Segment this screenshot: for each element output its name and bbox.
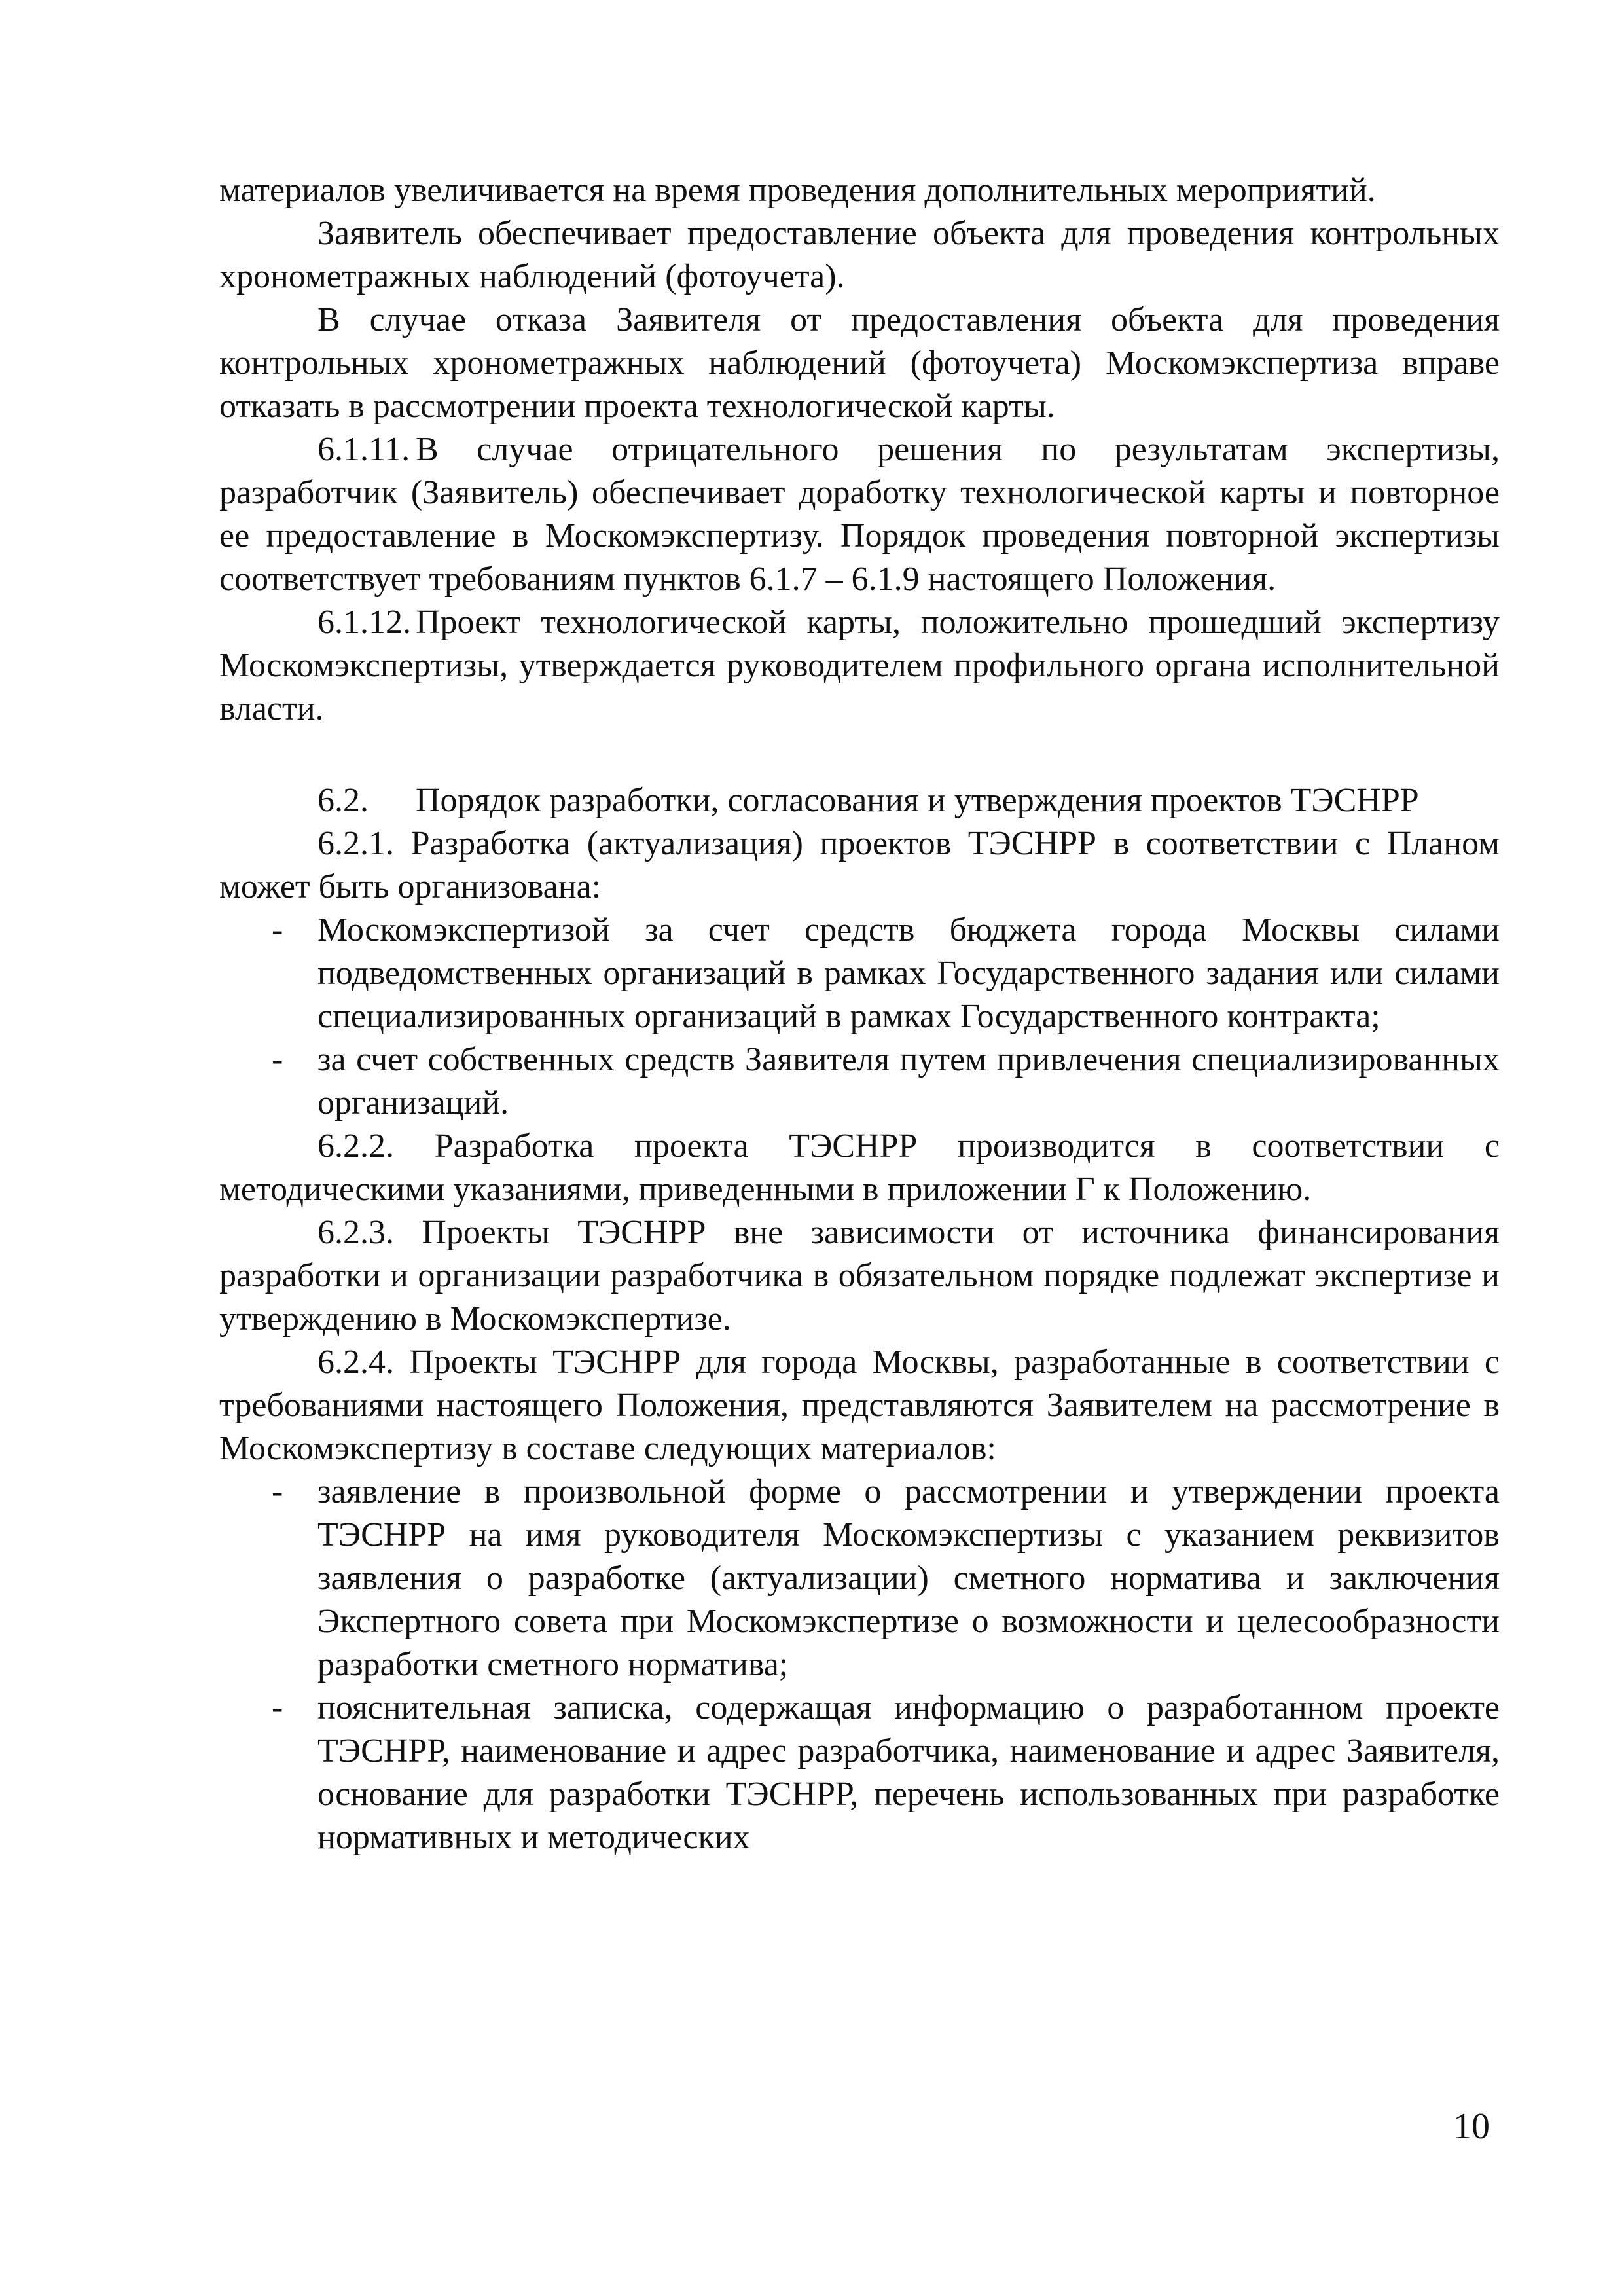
section-number: 6.2. — [317, 782, 369, 819]
dash-bullet: - — [272, 1689, 283, 1726]
clause-6-2-1: 6.2.1. Разработка (актуализация) проектов ТЭСНРР в соответствии с Планом может быть организована: — [219, 825, 1500, 905]
document-body — [219, 169, 1500, 1859]
paragraph-continuation: материалов увеличивается на время проведения дополнительных мероприятий. — [219, 172, 1376, 209]
list-item — [219, 1686, 1500, 1859]
list-item-text: пояснительная записка, содержащая информацию о разработанном проекте ТЭСНРР, наименование и адрес разработчика, наименование и адрес Заявителя, основание для разработки ТЭСНРР, перечень использованных при разработке нормативных и методических — [317, 1689, 1500, 1856]
dash-bullet: - — [272, 1041, 283, 1078]
page-number: 10 — [1453, 2106, 1490, 2147]
list-item-text: Москомэкспертизой за счет средств бюджета города Москвы силами подведомственных организаций в рамках Государственного задания или силами специализированных организаций в рамках Государственного контракта; — [317, 911, 1500, 1035]
clause-number: 6.1.11. — [317, 431, 410, 468]
paragraph-refusal: В случае отказа Заявителя от предоставления объекта для проведения контрольных хронометражных наблюдений (фотоучета) Москомэкспертиза вправе отказать в рассмотрении проекта технологической карты. — [219, 301, 1500, 425]
section-spacer — [219, 731, 1500, 779]
section-heading-6-2 — [219, 779, 1500, 822]
clause-number: 6.1.12. — [317, 604, 411, 641]
clause-6-1-11 — [219, 428, 1500, 601]
section-title: Порядок разработки, согласования и утверждения проектов ТЭСНРР — [416, 782, 1419, 819]
clause-6-2-3: 6.2.3. Проекты ТЭСНРР вне зависимости от источника финансирования разработки и организации разработчика в обязательном порядке подлежат экспертизе и утверждению в Москомэкспертизе. — [219, 1214, 1500, 1338]
dash-bullet: - — [272, 1473, 283, 1510]
list-item — [219, 909, 1500, 1038]
list-item — [219, 1470, 1500, 1686]
clause-6-2-4: 6.2.4. Проекты ТЭСНРР для города Москвы, разработанные в соответствии с требованиями настоящего Положения, представляются Заявителем на рассмотрение в Москомэкспертизу в составе следующих материалов: — [219, 1343, 1500, 1467]
list-item-text: заявление в произвольной форме о рассмотрении и утверждении проекта ТЭСНРР на имя руководителя Москомэкспертизы с указанием реквизитов заявления о разработке (актуализации) сметного норматива и заключения Экспертного совета при Москомэкспертизе о возможности и целесообразности разработки сметного норматива; — [317, 1473, 1500, 1683]
clause-text: Проект технологической карты, положительно прошедший экспертизу Москомэкспертизы, утверждается руководителем профильного органа исполнительной власти. — [219, 604, 1500, 727]
list-item-text: за счет собственных средств Заявителя путем привлечения специализированных организаций. — [317, 1041, 1500, 1121]
clause-text: В случае отрицательного решения по результатам экспертизы, разработчик (Заявитель) обеспечивает доработку технологической карты и повторное ее предоставление в Москомэкспертизу. Порядок проведения повторной экспертизы соответствует требованиям пунктов 6.1.7 – 6.1.9 настоящего Положения. — [219, 431, 1500, 598]
dash-bullet: - — [272, 911, 283, 949]
clause-6-2-2: 6.2.2. Разработка проекта ТЭСНРР производится в соответствии с методическими указаниями, приведенными в приложении Г к Положению. — [219, 1127, 1500, 1208]
paragraph-object-provision: Заявитель обеспечивает предоставление объекта для проведения контрольных хронометражных наблюдений (фотоучета). — [219, 215, 1500, 295]
list-item — [219, 1038, 1500, 1125]
clause-6-1-12 — [219, 601, 1500, 731]
